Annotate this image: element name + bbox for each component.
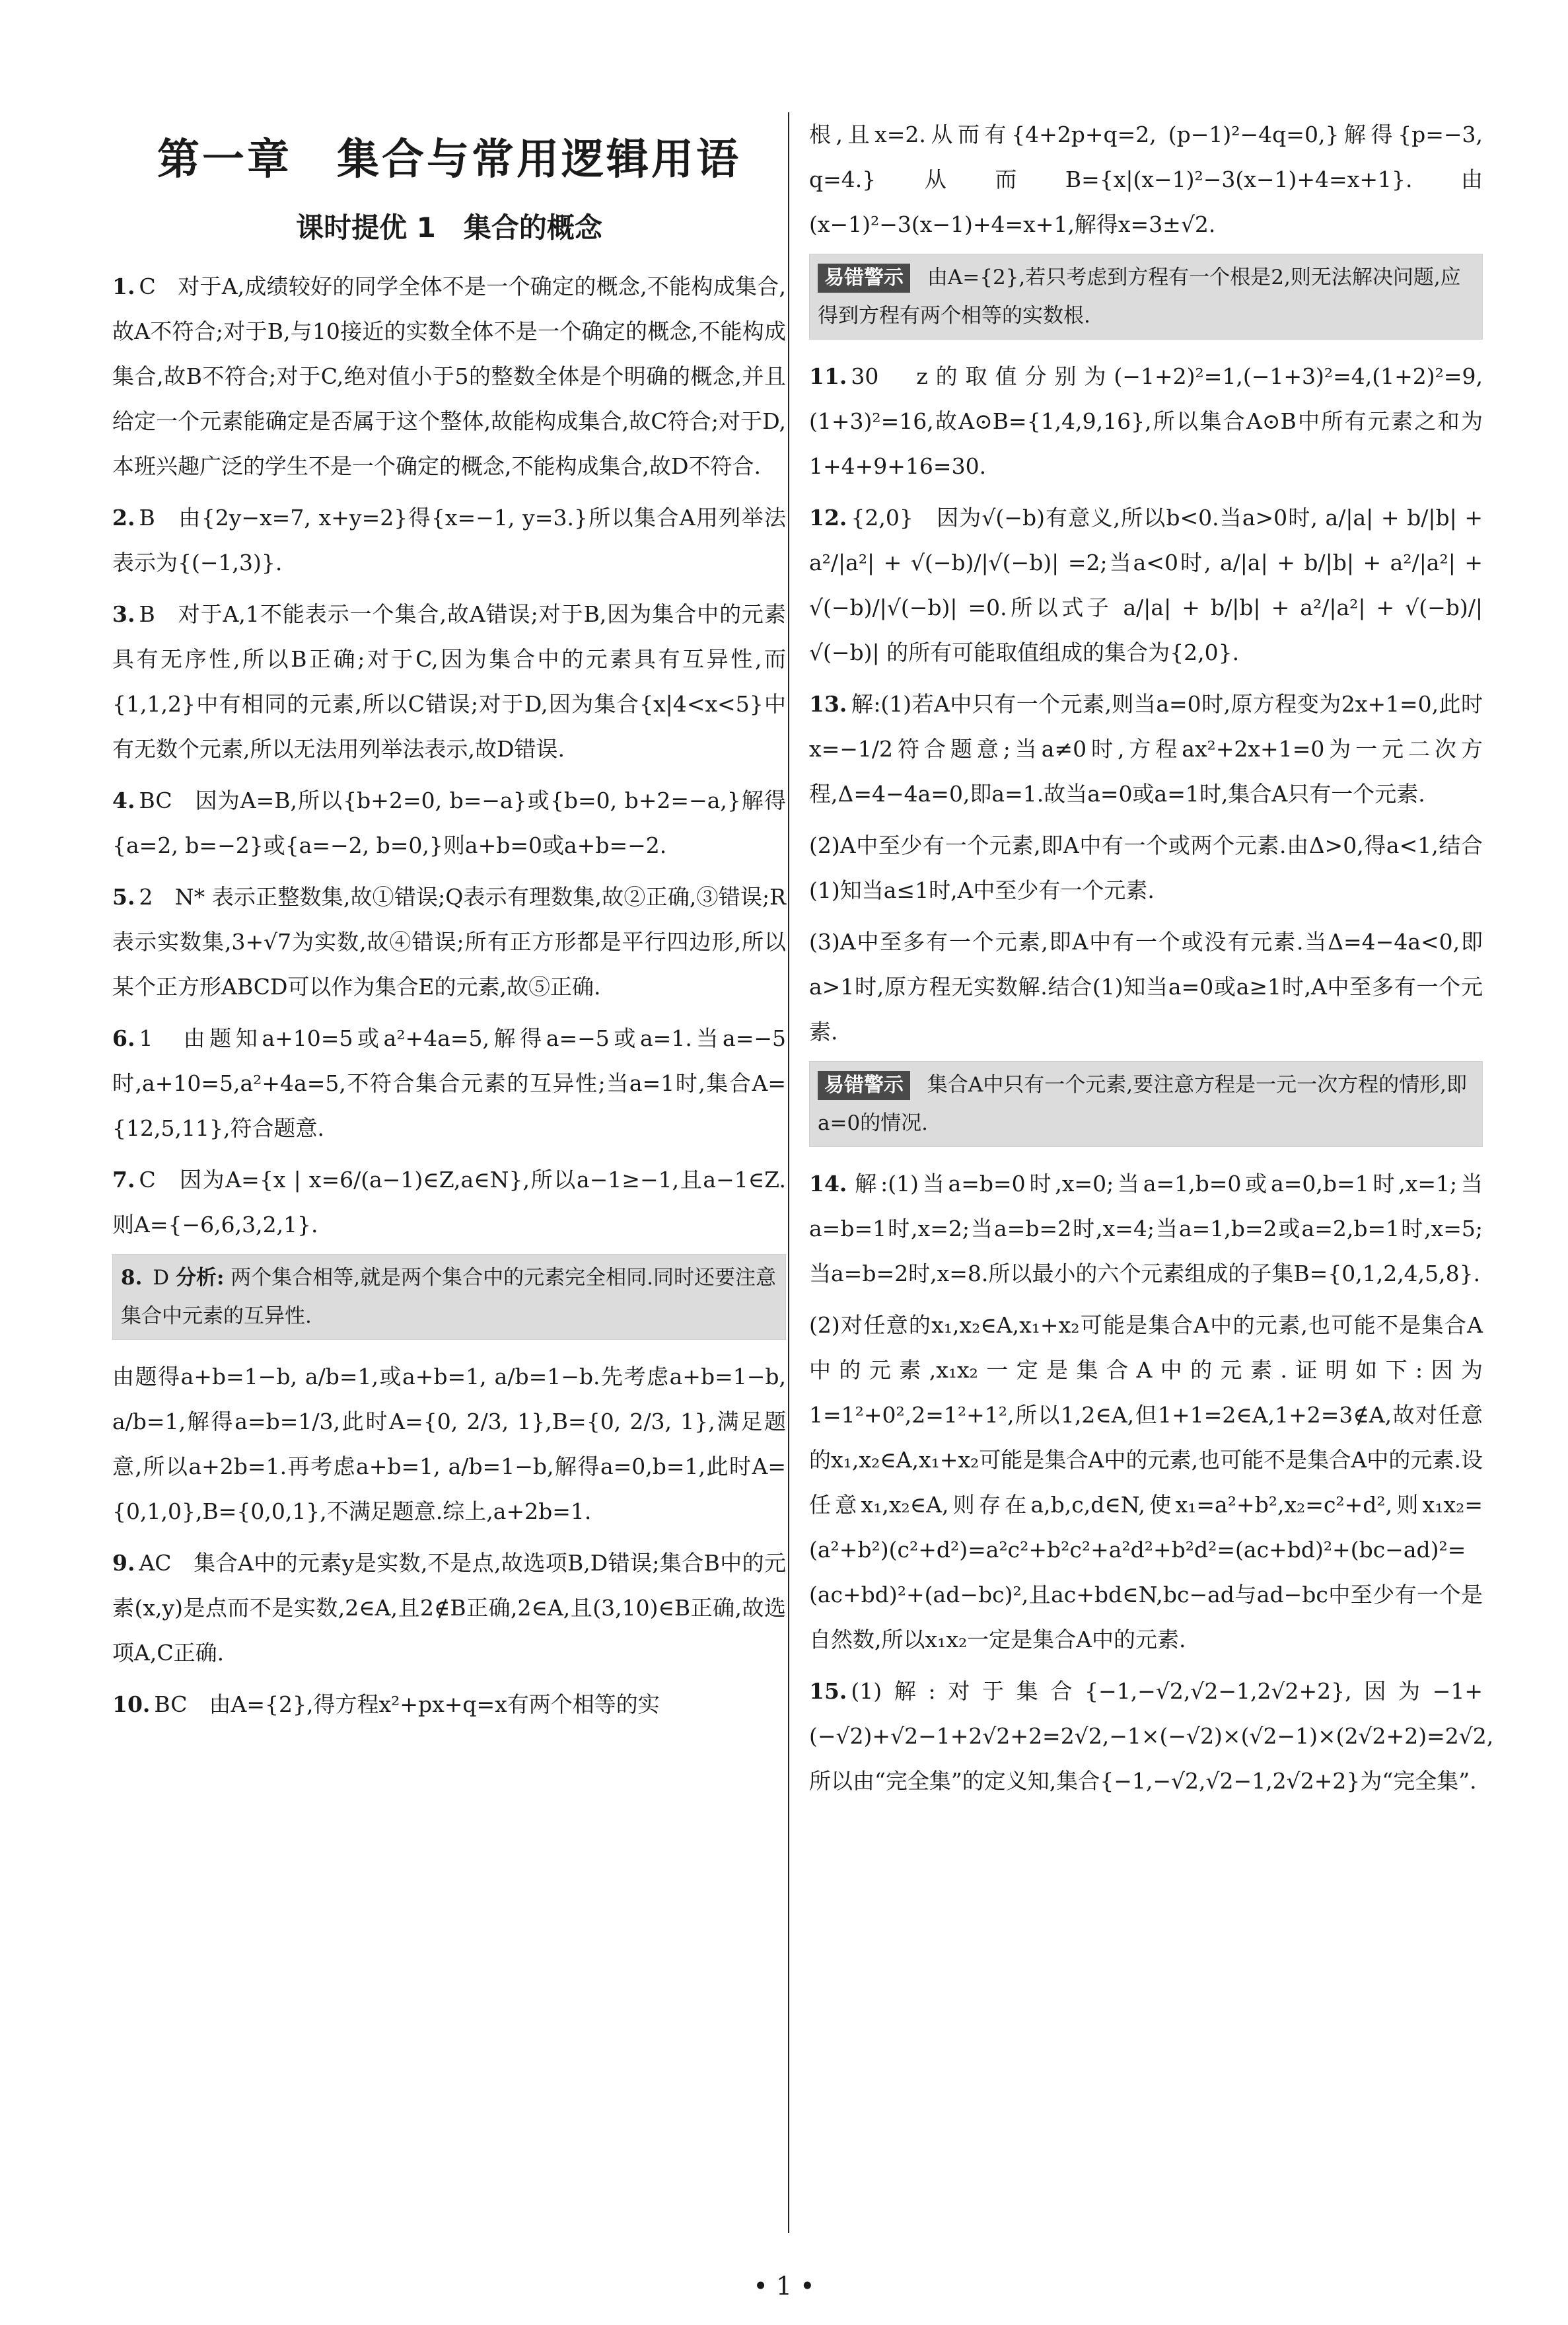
item-number: 12.: [809, 505, 847, 531]
item-number: 13.: [809, 691, 847, 717]
answer-item: [112, 1016, 786, 1151]
answer-list: [809, 112, 1483, 247]
section-title: 课时提优 1 集合的概念: [296, 211, 602, 244]
answer-item: [112, 1158, 786, 1247]
item-text: B 对于A,1不能表示一个集合,故A错误;对于B,因为集合中的元素具有无序性,所以B正确;对于C,因为集合中的元素具有互异性,而{1,1,2}中有相同的元素,所以C错误;对于D,因为集合{x|4<x<5}中有无数个元素,所以无法用列举法表示,故D错误.: [112, 601, 786, 762]
answer-list: [809, 1162, 1494, 1804]
item-text: 30 z的取值分别为(−1+2)²=1,(−1+3)²=4,(1+2)²=9,(1+3)²=16,故A⊙B={1,4,9,16},所以集合A⊙B中所有元素之和为1+4+9+16=30.: [809, 363, 1483, 479]
answer-item: [809, 1669, 1494, 1804]
item-number: 14.: [809, 1171, 847, 1197]
right-column: [809, 112, 1494, 1810]
answer-item: [112, 778, 786, 868]
chapter-title: 第一章 集合与常用逻辑用语: [157, 135, 741, 184]
answer-item: [809, 1303, 1483, 1662]
item-text: (2)对任意的x₁,x₂∈A,x₁+x₂可能是集合A中的元素,也可能不是集合A中的元素,x₁x₂一定是集合A中的元素.证明如下:因为1=1²+0²,2=1²+1²,所以1,2∈A,但1+1=2∈A,1+2=3∉A,故对任意的x₁,x₂∈A,x₁+x₂可能是集合A中的元素,也可能不是集合A中的元素.设任意x₁,x₂∈A,则存在a,b,c,d∈N,使x₁=a²+b²,x₂=c²+d²,则x₁x₂=(a²+b²)(c²+d²)=a²c²+b²c²+a²d²+b²d²=(ac+bd)²+(bc−ad)²=(ac+bd)²+(ad−bc)²,且ac+bd∈N,bc−ad与ad−bc中至少有一个是自然数,所以x₁x₂一定是集合A中的元素.: [809, 1312, 1483, 1652]
item-text: (2)A中至少有一个元素,即A中有一个或两个元素.由Δ>0,得a<1,结合(1)知当a≤1时,A中至少有一个元素.: [809, 832, 1483, 903]
warning-box: [809, 1061, 1483, 1147]
answer-item: [809, 112, 1483, 247]
item-text: (1)解:对于集合{−1,−√2,√2−1,2√2+2},因为−1+(−√2)+√2−1+2√2+2=2√2,−1×(−√2)×(√2−1)×(2√2+2)=2√2,所以由“完全集”的定义知,集合{−1,−√2,√2−1,2√2+2}为“完全集”.: [809, 1678, 1494, 1794]
answer-item: [809, 354, 1483, 489]
answer-item: [809, 823, 1483, 913]
warning-tag: 易错警示: [818, 264, 910, 293]
answer-item: [112, 264, 786, 489]
item-text: {2,0} 因为√(−b)有意义,所以b<0.当a>0时, a/|a| + b/|b| + a²/|a²| + √(−b)/|√(−b)| =2;当a<0时, a/|a| + b/|b| + a²/|a²| + √(−b)/|√(−b)| =0.所以式子 a/|a| + b/|b| + a²/|a²| + √(−b)/|√(−b)| 的所有可能取值组成的集合为{2,0}.: [809, 505, 1483, 665]
item-text: B 由{2y−x=7, x+y=2}得{x=−1, y=3.}所以集合A用列举法表示为{(−1,3)}.: [112, 505, 786, 575]
item-number: 6.: [112, 1025, 135, 1051]
item-text: C 对于A,成绩较好的同学全体不是一个确定的概念,不能构成集合,故A不符合;对于B,与10接近的实数全体不是一个确定的概念,不能构成集合,故B不符合;对于C,绝对值小于5的整数全体是个明确的概念,并且给定一个元素能确定是否属于这个整体,故能构成集合,故C符合;对于D,本班兴趣广泛的学生不是一个确定的概念,不能构成集合,故D不符合.: [112, 274, 786, 479]
answer-item: [809, 920, 1483, 1054]
page-number: • 1 •: [753, 2271, 815, 2301]
warning-tag: 易错警示: [818, 1071, 910, 1100]
warning-text: 集合A中只有一个元素,要注意方程是一元一次方程的情形,即a=0的情况.: [818, 1073, 1467, 1135]
item-text: 2 N* 表示正整数集,故①错误;Q表示有理数集,故②正确,③错误;R表示实数集,3+√7为实数,故④错误;所有正方形都是平行四边形,所以某个正方形ABCD可以作为集合E的元素,故⑤正确.: [112, 884, 786, 1000]
item-answer: D: [153, 1266, 170, 1290]
answer-list: [112, 1541, 786, 1727]
item-number: 5.: [112, 884, 135, 910]
item-text: 1 由题知a+10=5或a²+4a=5,解得a=−5或a=1.当a=−5时,a+10=5,a²+4a=5,不符合集合元素的互异性;当a=1时,集合A={12,5,11},符合题意.: [112, 1025, 786, 1141]
item-number: 2.: [112, 505, 135, 531]
item-text: BC 由A={2},得方程x²+px+q=x有两个相等的实: [154, 1691, 660, 1717]
answer-item: [112, 592, 786, 772]
item-number: 1.: [112, 274, 135, 299]
item-text: (3)A中至多有一个元素,即A中有一个或没有元素.当Δ=4−4a<0,即a>1时,原方程无实数解.结合(1)知当a=0或a≥1时,A中至多有一个元素.: [809, 929, 1483, 1045]
item-number: 8.: [121, 1266, 143, 1290]
answer-item: 由题得a+b=1−b, a/b=1,或a+b=1, a/b=1−b.先考虑a+b=1−b, a/b=1,解得a=b=1/3,此时A={0, 2/3, 1},B={0, 2/3, 1},满足题意,所以a+2b=1.再考虑a+b=1, a/b=1−b,解得a=0,b=1,此时A={0,1,0},B={0,0,1},不满足题意.综上,a+2b=1.: [112, 1364, 786, 1524]
item-text: 解:(1)若A中只有一个元素,则当a=0时,原方程变为2x+1=0,此时x=−1/2符合题意;当a≠0时,方程ax²+2x+1=0为一元二次方程,Δ=4−4a=0,即a=1.故当a=0或a=1时,集合A只有一个元素.: [809, 691, 1483, 807]
answer-item: [809, 682, 1483, 817]
column-divider: [788, 112, 789, 2233]
answer-item: [112, 875, 786, 1010]
item-number: 9.: [112, 1550, 135, 1576]
item-text: BC 因为A=B,所以{b+2=0, b=−a}或{b=0, b+2=−a,}解得{a=2, b=−2}或{a=−2, b=0,}则a+b=0或a+b=−2.: [112, 788, 786, 858]
warning-box: [809, 254, 1483, 340]
left-column: [112, 112, 786, 1734]
answer-list: [112, 264, 786, 1247]
item-number: 4.: [112, 788, 135, 813]
answer-item: [809, 1162, 1483, 1296]
analysis-box: [112, 1254, 786, 1340]
item-text: AC 集合A中的元素y是实数,不是点,故选项B,D错误;集合B中的元素(x,y)是点而不是实数,2∈A,且2∉B正确,2∈A,且(3,10)∈B正确,故选项A,C正确.: [112, 1550, 786, 1666]
item-number: 11.: [809, 363, 847, 389]
warning-text: 由A={2},若只考虑到方程有一个根是2,则无法解决问题,应得到方程有两个相等的实数根.: [818, 266, 1461, 328]
item-number: 3.: [112, 601, 135, 627]
item-text: C 因为A={x | x=6/(a−1)∈Z,a∈N},所以a−1≥−1,且a−1∈Z.则A={−6,6,3,2,1}.: [112, 1167, 786, 1237]
answer-list: [809, 354, 1483, 1054]
item-number: 10.: [112, 1691, 151, 1717]
analysis-label: 分析:: [175, 1266, 225, 1290]
item-number: 7.: [112, 1167, 135, 1193]
answer-item: [112, 1682, 786, 1727]
answer-item: [112, 496, 786, 585]
item-text: 解:(1)当a=b=0时,x=0;当a=1,b=0或a=0,b=1时,x=1;当a=b=1时,x=2;当a=b=2时,x=4;当a=1,b=2或a=2,b=1时,x=5;当a=b=2时,x=8.所以最小的六个元素组成的子集B={0,1,2,4,5,8}.: [809, 1171, 1483, 1286]
answer-item: [112, 1541, 786, 1676]
answer-item: [809, 496, 1483, 675]
item-text: 根,且x=2.从而有{4+2p+q=2, (p−1)²−4q=0,}解得{p=−3, q=4.}从而B={x|(x−1)²−3(x−1)+4=x+1}.由(x−1)²−3(x−1)+4=x+1,解得x=3±√2.: [809, 122, 1483, 237]
item-number: 15.: [809, 1678, 847, 1704]
analysis-text: 两个集合相等,就是两个集合中的元素完全相同.同时还要注意集合中元素的互异性.: [121, 1266, 776, 1328]
